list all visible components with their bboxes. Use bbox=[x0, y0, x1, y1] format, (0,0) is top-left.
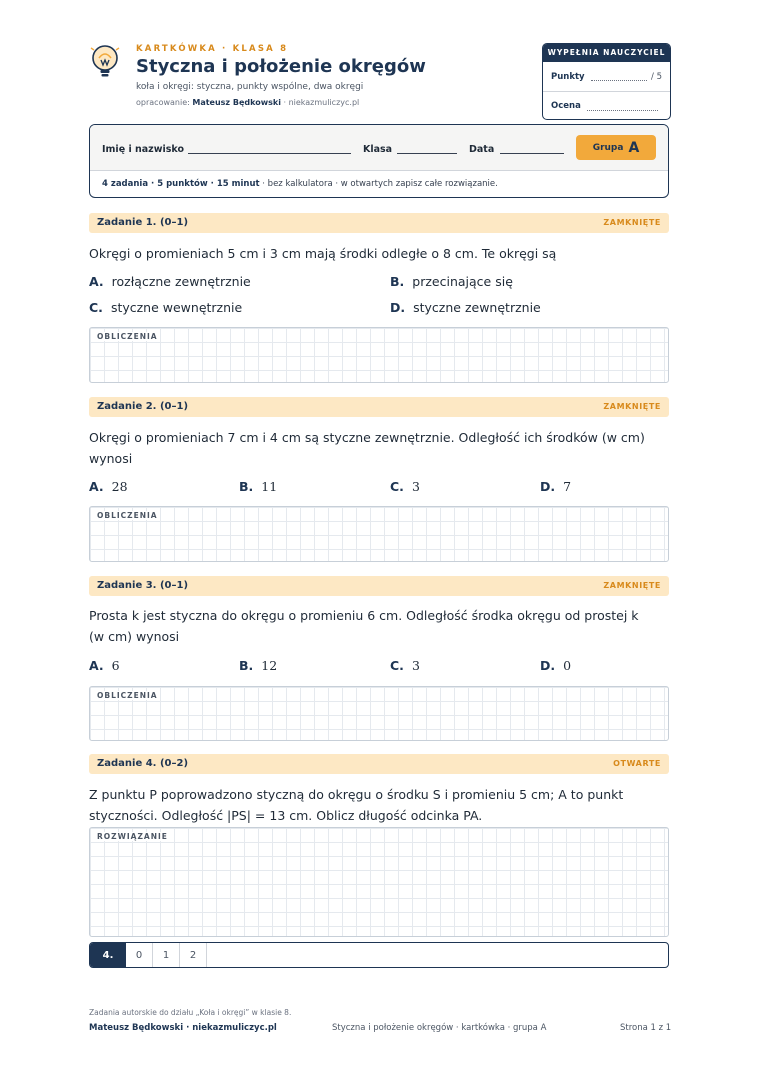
footer-author: Mateusz Będkowski · niekazmuliczyc.pl bbox=[89, 1023, 277, 1033]
option-letter: B. bbox=[239, 658, 254, 673]
task-2-header bbox=[89, 397, 669, 417]
author-suffix: · niekazmuliczyc.pl bbox=[280, 98, 360, 107]
question-line: Z punktu P poprowadzono styczną do okręgu o środku S i promieniu 5 cm; A to punkt bbox=[89, 787, 624, 802]
work-area-label: OBLICZENIA bbox=[97, 691, 158, 700]
task-2-question bbox=[89, 427, 669, 469]
option-letter: B. bbox=[239, 479, 254, 494]
option-letter: C. bbox=[89, 300, 103, 315]
question-line: Prosta k jest styczna do okręgu o promieniu 6 cm. Odległość środka okręgu od prostej k bbox=[89, 608, 639, 623]
option-letter: D. bbox=[540, 658, 556, 673]
name-label: Imię i nazwisko bbox=[102, 144, 184, 155]
student-fields bbox=[90, 125, 668, 171]
footer-page-number: Strona 1 z 1 bbox=[620, 1023, 672, 1033]
task-3-question bbox=[89, 605, 669, 647]
date-field[interactable] bbox=[500, 153, 564, 154]
score-task-number: 4. bbox=[90, 943, 126, 967]
task-3-work-area[interactable] bbox=[89, 686, 669, 741]
option-text: 7 bbox=[563, 479, 572, 494]
task-4-header bbox=[89, 754, 669, 774]
date-label: Data bbox=[469, 144, 495, 155]
work-area-label: ROZWIĄZANIE bbox=[97, 832, 168, 841]
option-text: 0 bbox=[563, 658, 572, 673]
instructions-rest: · bez kalkulatora · w otwartych zapisz całe rozwiązanie. bbox=[259, 179, 498, 189]
task-1-work-area[interactable] bbox=[89, 327, 669, 383]
option-letter: A. bbox=[89, 479, 104, 494]
points-label: Punkty bbox=[551, 71, 585, 82]
grade-label: Ocena bbox=[551, 101, 581, 111]
task-3-type: ZAMKNIĘTE bbox=[603, 581, 661, 590]
task-1-option-a[interactable] bbox=[89, 274, 251, 289]
footer-doc-title: Styczna i położenie okręgów · kartkówka · grupa A bbox=[332, 1023, 547, 1033]
option-letter: C. bbox=[390, 479, 404, 494]
grade-field[interactable] bbox=[587, 102, 658, 111]
task-2-option-a[interactable] bbox=[89, 479, 128, 494]
task-1-header bbox=[89, 213, 669, 233]
group-letter: A bbox=[628, 139, 640, 156]
question-line: wynosi bbox=[89, 451, 133, 466]
task-3-option-c[interactable] bbox=[390, 658, 420, 673]
lightbulb-icon bbox=[89, 44, 123, 80]
worksheet-subtitle: koła i okręgi: styczna, punkty wspólne, dwa okręgi bbox=[136, 82, 364, 92]
task-1-title: Zadanie 1. (0–1) bbox=[97, 217, 189, 228]
score-option-2[interactable]: 2 bbox=[180, 943, 207, 967]
task-4-question bbox=[89, 784, 669, 826]
score-option-0[interactable]: 0 bbox=[126, 943, 153, 967]
task-4-score-bar bbox=[89, 942, 669, 968]
teacher-box-heading: WYPEŁNIA NAUCZYCIEL bbox=[543, 44, 670, 62]
task-4-title: Zadanie 4. (0–2) bbox=[97, 758, 189, 769]
option-text: 3 bbox=[411, 479, 420, 494]
option-letter: D. bbox=[390, 300, 406, 315]
option-letter: B. bbox=[390, 274, 405, 289]
points-max: / 5 bbox=[651, 71, 662, 82]
task-1-option-b[interactable] bbox=[390, 274, 513, 289]
group-label: Grupa bbox=[592, 142, 624, 153]
task-1-question: Okręgi o promieniach 5 cm i 3 cm mają środki odległe o 8 cm. Te okręgi są bbox=[89, 246, 557, 261]
task-1-option-d[interactable] bbox=[390, 300, 541, 315]
option-letter: C. bbox=[390, 658, 404, 673]
task-3-option-d[interactable] bbox=[540, 658, 571, 673]
task-2-option-c[interactable] bbox=[390, 479, 420, 494]
task-2-option-b[interactable] bbox=[239, 479, 277, 494]
question-line: Okręgi o promieniach 7 cm i 4 cm są styczne zewnętrznie. Odległość ich środków (w cm) bbox=[89, 430, 645, 445]
author-line bbox=[136, 98, 359, 107]
teacher-box bbox=[542, 43, 671, 120]
task-3-option-a[interactable] bbox=[89, 658, 120, 673]
instructions-summary: 4 zadania · 5 punktów · 15 minut bbox=[102, 179, 260, 189]
work-area-label: OBLICZENIA bbox=[97, 332, 158, 341]
option-text: 11 bbox=[261, 479, 278, 494]
task-2-title: Zadanie 2. (0–1) bbox=[97, 401, 189, 412]
option-letter: D. bbox=[540, 479, 556, 494]
option-text: 6 bbox=[111, 658, 120, 673]
option-text: styczne zewnętrznie bbox=[413, 300, 541, 315]
task-4-type: OTWARTE bbox=[613, 759, 661, 768]
points-row bbox=[543, 62, 670, 91]
task-2-work-area[interactable] bbox=[89, 506, 669, 562]
class-field[interactable] bbox=[397, 153, 457, 154]
author-name: Mateusz Będkowski bbox=[192, 98, 281, 107]
task-3-option-b[interactable] bbox=[239, 658, 277, 673]
task-4-solution-area[interactable] bbox=[89, 827, 669, 937]
question-line: styczności. Odległość |PS| = 13 cm. Oblicz długość odcinka PA. bbox=[89, 808, 483, 823]
grade-row bbox=[543, 91, 670, 120]
score-option-1[interactable]: 1 bbox=[153, 943, 180, 967]
task-3-header bbox=[89, 576, 669, 596]
student-info-box bbox=[89, 124, 669, 198]
task-3-title: Zadanie 3. (0–1) bbox=[97, 580, 189, 591]
instructions bbox=[90, 171, 668, 198]
class-label: Klasa bbox=[363, 144, 393, 155]
worksheet-kicker: KARTKÓWKA · KLASA 8 bbox=[136, 44, 289, 54]
option-text: styczne wewnętrznie bbox=[110, 300, 243, 315]
points-field[interactable] bbox=[591, 72, 647, 81]
option-text: 12 bbox=[261, 658, 278, 673]
option-letter: A. bbox=[89, 274, 104, 289]
worksheet-title: Styczna i położenie okręgów bbox=[136, 56, 426, 77]
author-prefix: opracowanie: bbox=[136, 98, 193, 107]
task-2-option-d[interactable] bbox=[540, 479, 571, 494]
task-1-type: ZAMKNIĘTE bbox=[603, 218, 661, 227]
footer-note: Zadania autorskie do działu „Koła i okręgi” w klasie 8. bbox=[89, 1008, 292, 1017]
question-line: (w cm) wynosi bbox=[89, 629, 180, 644]
task-1-option-c[interactable] bbox=[89, 300, 242, 315]
option-text: rozłączne zewnętrznie bbox=[111, 274, 251, 289]
task-2-type: ZAMKNIĘTE bbox=[603, 402, 661, 411]
option-text: 28 bbox=[111, 479, 128, 494]
option-text: przecinające się bbox=[412, 274, 513, 289]
option-text: 3 bbox=[411, 658, 420, 673]
group-badge bbox=[576, 135, 656, 160]
option-letter: A. bbox=[89, 658, 104, 673]
work-area-label: OBLICZENIA bbox=[97, 511, 158, 520]
name-field[interactable] bbox=[188, 153, 351, 154]
